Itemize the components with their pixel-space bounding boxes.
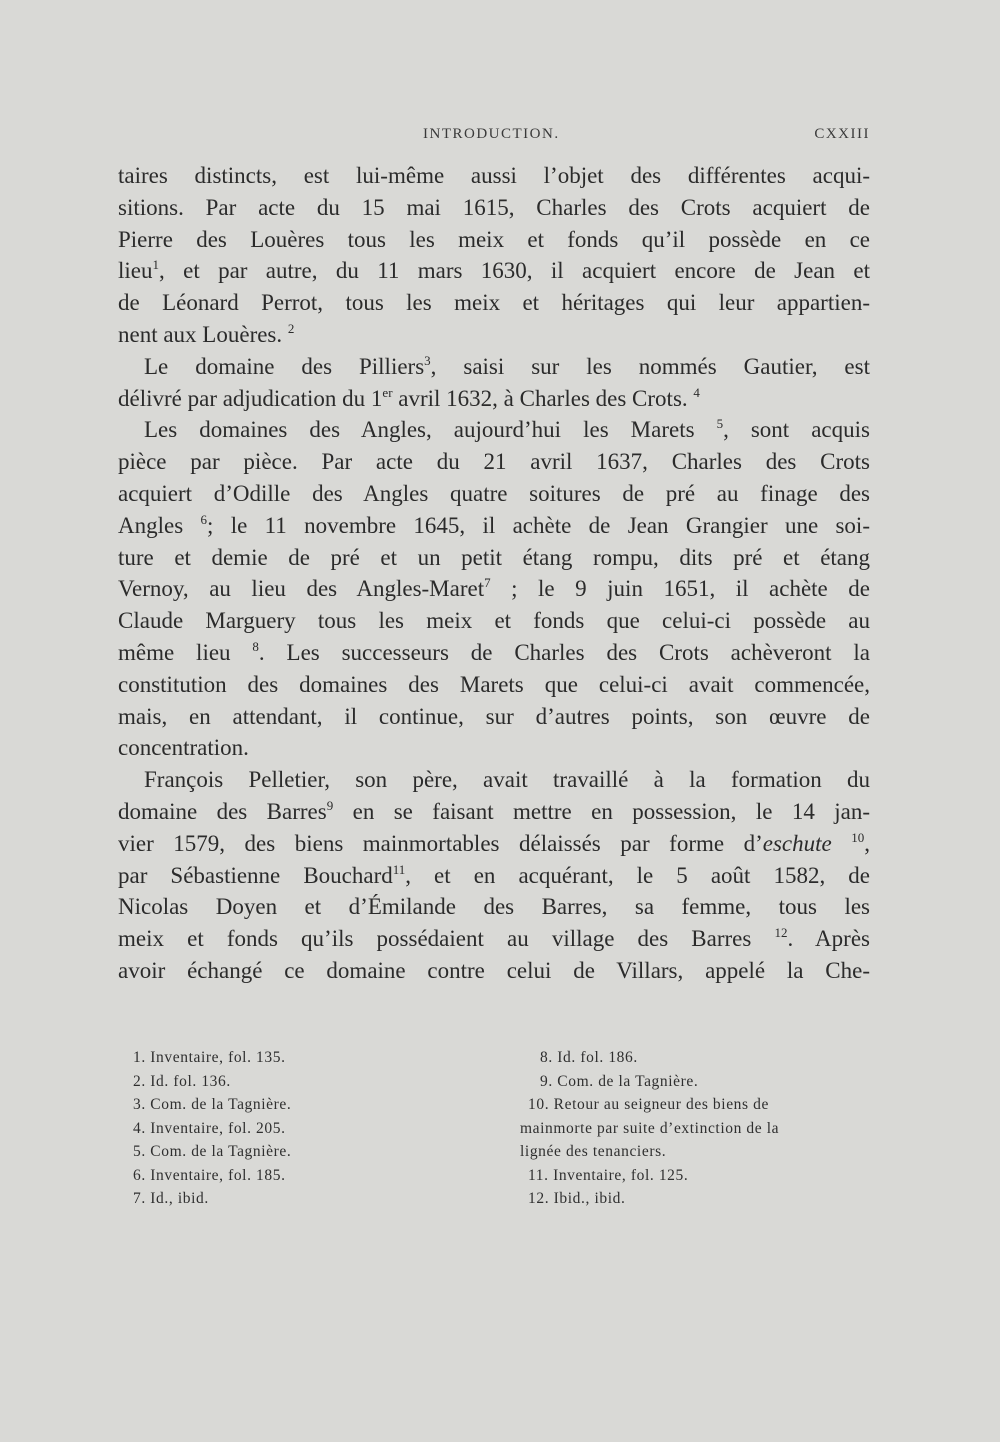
- footnote-ref: 1: [152, 257, 159, 273]
- text-line: pièce par pièce. Par acte du 21 avril 1637, Charles des Crots: [118, 449, 870, 475]
- ordinal-suffix: er: [382, 384, 393, 400]
- text-line: meix et fonds qu’ils possédaient au village des Barres $^{12}$. Après: [118, 925, 870, 952]
- footnote-ref: 3: [424, 352, 431, 368]
- text-line: par Sébastienne Bouchard$^{11}$, et en acquérant, le 5 août 1582, de: [118, 861, 870, 888]
- footnote-ref: 9: [326, 797, 334, 813]
- running-header: [118, 126, 870, 150]
- text-line: Angles $^6$; le 11 novembre 1645, il achète de Jean Grangier une soi-: [118, 511, 870, 538]
- footnote-ref: 2: [287, 320, 295, 336]
- text-line: de Léonard Perrot, tous les meix et héritages qui leur appartien-: [118, 290, 870, 316]
- footnote-ref: 6: [200, 511, 207, 527]
- text-line: acquiert d’Odille des Angles quatre soitures de pré au finage des: [118, 480, 870, 506]
- text-line: concentration.: [118, 735, 249, 761]
- footnote: 5. Com. de la Tagnière.: [133, 1143, 292, 1160]
- footnote-continuation: lignée des tenanciers.: [520, 1143, 667, 1160]
- footnote-ref: 11: [392, 861, 406, 877]
- text-line: François Pelletier, son père, avait travaillé à la formation du: [144, 767, 870, 793]
- text-line: Le domaine des Pilliers$^3$, saisi sur les nommés Gautier, est: [144, 352, 870, 379]
- footnote-ref: 7: [484, 575, 491, 591]
- footnote: 4. Inventaire, fol. 205.: [133, 1119, 286, 1137]
- footnote: 7. Id., ibid.: [133, 1190, 209, 1207]
- text-line: taires distincts, est lui-même aussi l’objet des différentes acqui-: [118, 163, 870, 188]
- footnotes-right-column: [520, 1046, 875, 1211]
- footnote-ref: 10: [851, 829, 865, 845]
- text-line: Claude Marguery tous les meix et fonds que celui-ci possède au: [118, 608, 870, 634]
- text-line: même lieu $^8$. Les successeurs de Charles des Crots achèveront la: [118, 638, 870, 665]
- text-line: Les domaines des Angles, aujourd’hui les Marets $^5$, sont acquis: [144, 416, 870, 443]
- text-line: sitions. Par acte du 15 mai 1615, Charles des Crots acquiert de: [118, 194, 870, 220]
- page-number: CXXIII: [814, 126, 870, 142]
- text-line: Vernoy, au lieu des Angles-Maret$^7$ ; le 9 juin 1651, il achète de: [118, 575, 870, 602]
- footnote-ref: 12: [774, 925, 788, 941]
- footnote-ref: 5: [716, 416, 724, 432]
- text-line: mais, en attendant, il continue, sur d’autres points, son œuvre de: [118, 703, 870, 729]
- footnote: 2. Id. fol. 136.: [133, 1072, 231, 1090]
- text-line: délivré par adjudication du 1er avril 1632, à Charles des Crots. $^4$: [118, 384, 700, 411]
- footnote-ref: 4: [693, 384, 700, 400]
- footnote: 3. Com. de la Tagnière.: [133, 1096, 292, 1113]
- body-text: [118, 160, 870, 987]
- text-line: domaine des Barres$^9$ en se faisant mettre en possession, le 14 jan-: [118, 797, 870, 824]
- text-line: ture et demie de pré et un petit étang rompu, dits pré et étang: [118, 544, 870, 570]
- text-line: nent aux Louères. $^2$: [118, 320, 295, 347]
- footnote: 12. Ibid., ibid.: [528, 1190, 626, 1207]
- footnote-ref: 8: [252, 638, 259, 654]
- text-line: avoir échangé ce domaine contre celui de Villars, appelé la Che-: [118, 957, 870, 983]
- text-line: Pierre des Louères tous les meix et fonds qu’il possède en ce: [118, 226, 870, 252]
- running-title: INTRODUCTION.: [423, 126, 560, 142]
- footnote: 8. Id. fol. 186.: [540, 1049, 638, 1066]
- footnote-continuation: mainmorte par suite d’extinction de la: [520, 1119, 780, 1137]
- text-line: lieu$^1$, et par autre, du 11 mars 1630, il acquiert encore de Jean et: [118, 257, 870, 284]
- footnote: 9. Com. de la Tagnière.: [540, 1072, 699, 1090]
- text-line: vier 1579, des biens mainmortables délaissés par forme d’eschute $^{10}$,: [118, 829, 870, 856]
- footnote: 1. Inventaire, fol. 135.: [133, 1049, 286, 1066]
- footnote: 11. Inventaire, fol. 125.: [528, 1166, 689, 1184]
- footnote: 10. Retour au seigneur des biens de: [528, 1096, 769, 1113]
- footnote: 6. Inventaire, fol. 185.: [133, 1166, 286, 1184]
- italic-term: eschute: [762, 830, 832, 856]
- text-line: Nicolas Doyen et d’Émilande des Barres, sa femme, tous les: [118, 894, 870, 920]
- text-line: constitution des domaines des Marets que celui-ci avait commencée,: [118, 671, 870, 697]
- footnotes-left-column: [133, 1046, 383, 1211]
